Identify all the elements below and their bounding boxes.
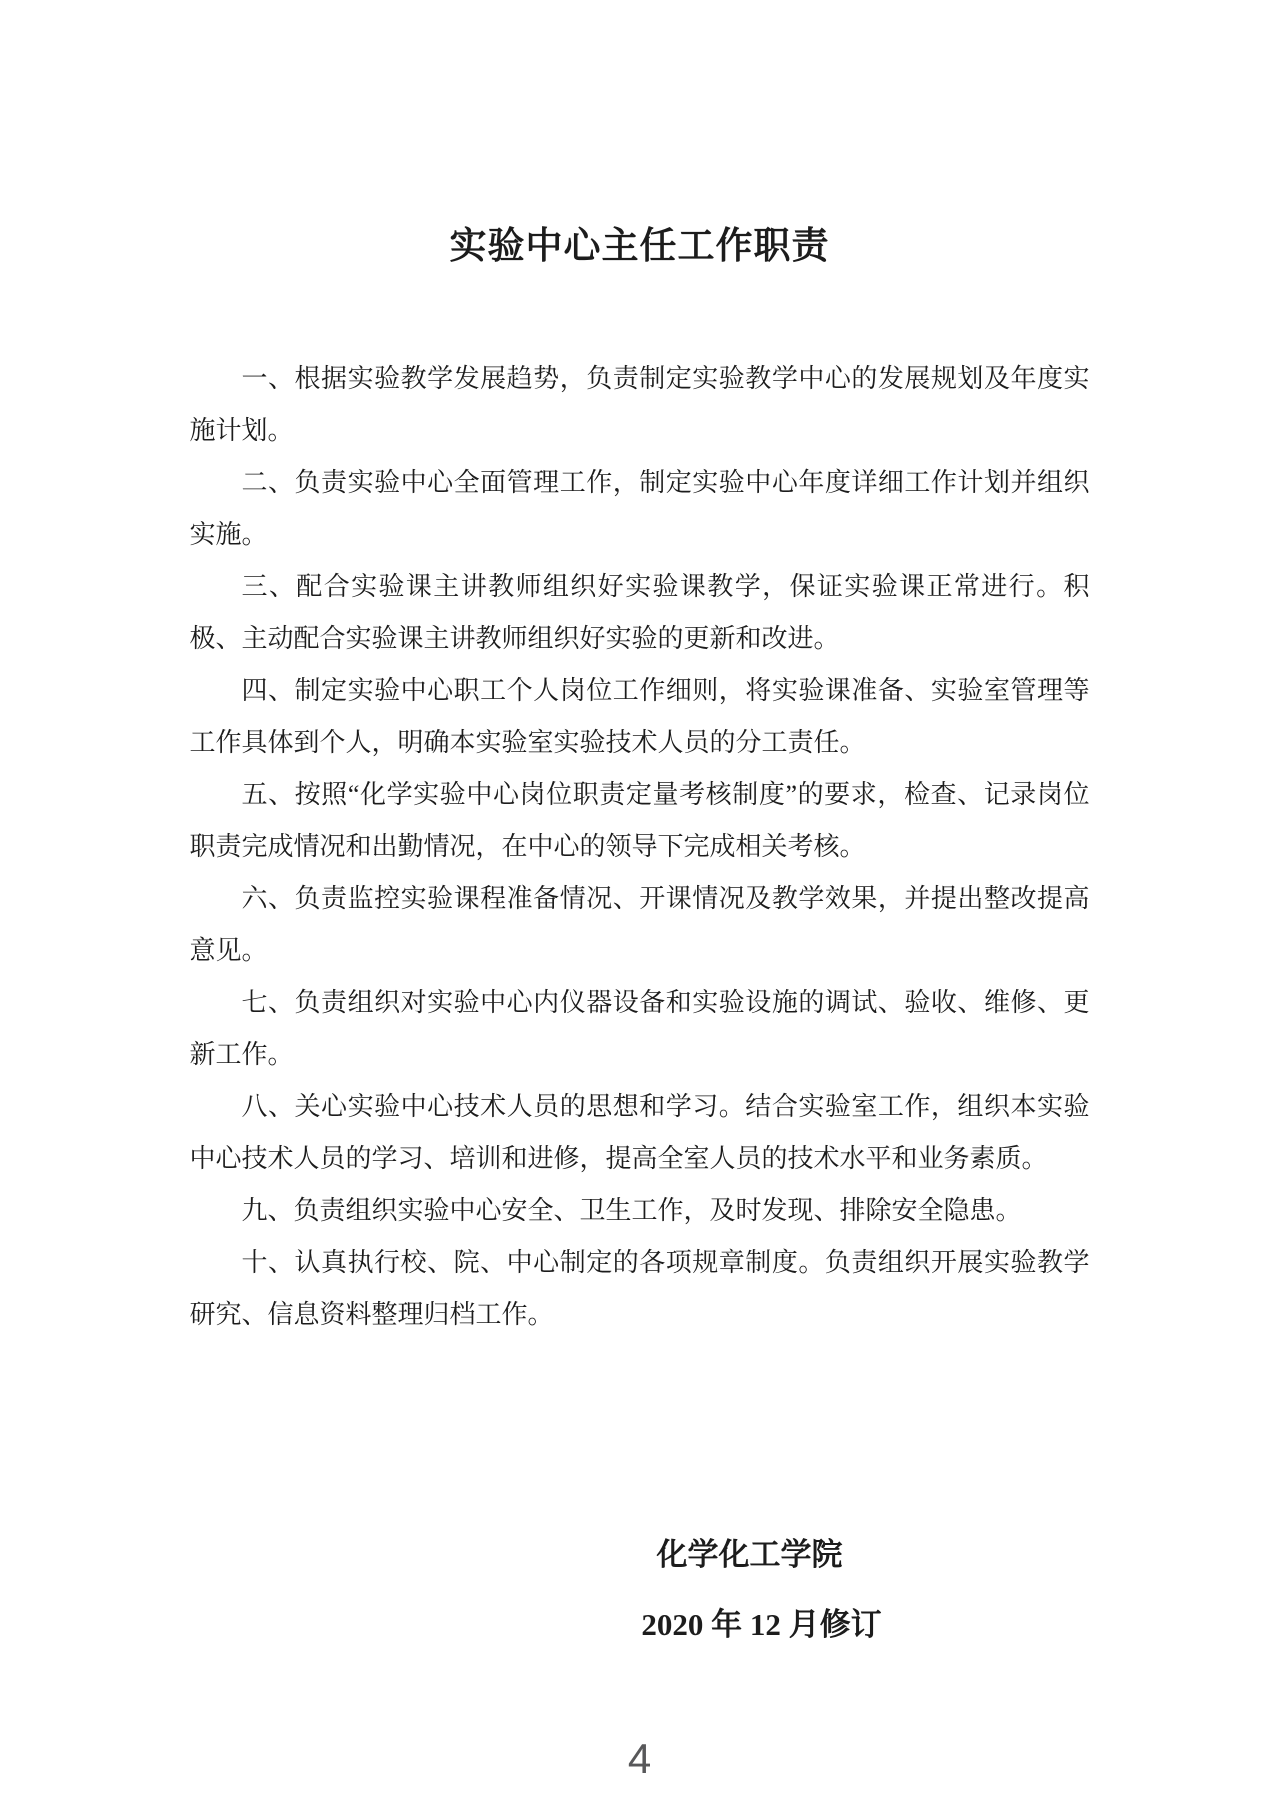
paragraph-10: 十、认真执行校、院、中心制定的各项规章制度。负责组织开展实验教学研究、信息资料整理归档工作。: [189, 1247, 1090, 1329]
paragraph-6: 六、负责监控实验课程准备情况、开课情况及教学效果，并提出整改提高意见。: [189, 883, 1090, 965]
document-body: [190, 353, 1090, 1341]
page-number: 4: [627, 1735, 652, 1782]
paragraph-4: 四、制定实验中心职工个人岗位工作细则，将实验课准备、实验室管理等工作具体到个人，明确本实验室实验技术人员的分工责任。: [189, 675, 1090, 757]
signature-revision-date: 2020 年 12 月修订: [641, 1607, 882, 1642]
paragraph-7: 七、负责组织对实验中心内仪器设备和实验设施的调试、验收、维修、更新工作。: [189, 987, 1090, 1069]
paragraph-5: 五、按照“化学实验中心岗位职责定量考核制度”的要求，检查、记录岗位职责完成情况和出勤情况，在中心的领导下完成相关考核。: [189, 779, 1090, 861]
signature-organization: 化学化工学院: [656, 1537, 843, 1572]
document-title: 实验中心主任工作职责: [449, 225, 830, 267]
paragraph-2: 二、负责实验中心全面管理工作，制定实验中心年度详细工作计划并组织实施。: [189, 467, 1090, 549]
paragraph-8: 八、关心实验中心技术人员的思想和学习。结合实验室工作，组织本实验中心技术人员的学习、培训和进修，提高全室人员的技术水平和业务素质。: [189, 1091, 1090, 1173]
paragraph-9: 九、负责组织实验中心安全、卫生工作，及时发现、排除安全隐患。: [241, 1195, 1022, 1225]
paragraph-1: 一、根据实验教学发展趋势，负责制定实验教学中心的发展规划及年度实施计划。: [189, 363, 1090, 445]
paragraph-3: 三、配合实验课主讲教师组织好实验课教学，保证实验课正常进行。积极、主动配合实验课主讲教师组织好实验的更新和改进。: [189, 571, 1090, 653]
